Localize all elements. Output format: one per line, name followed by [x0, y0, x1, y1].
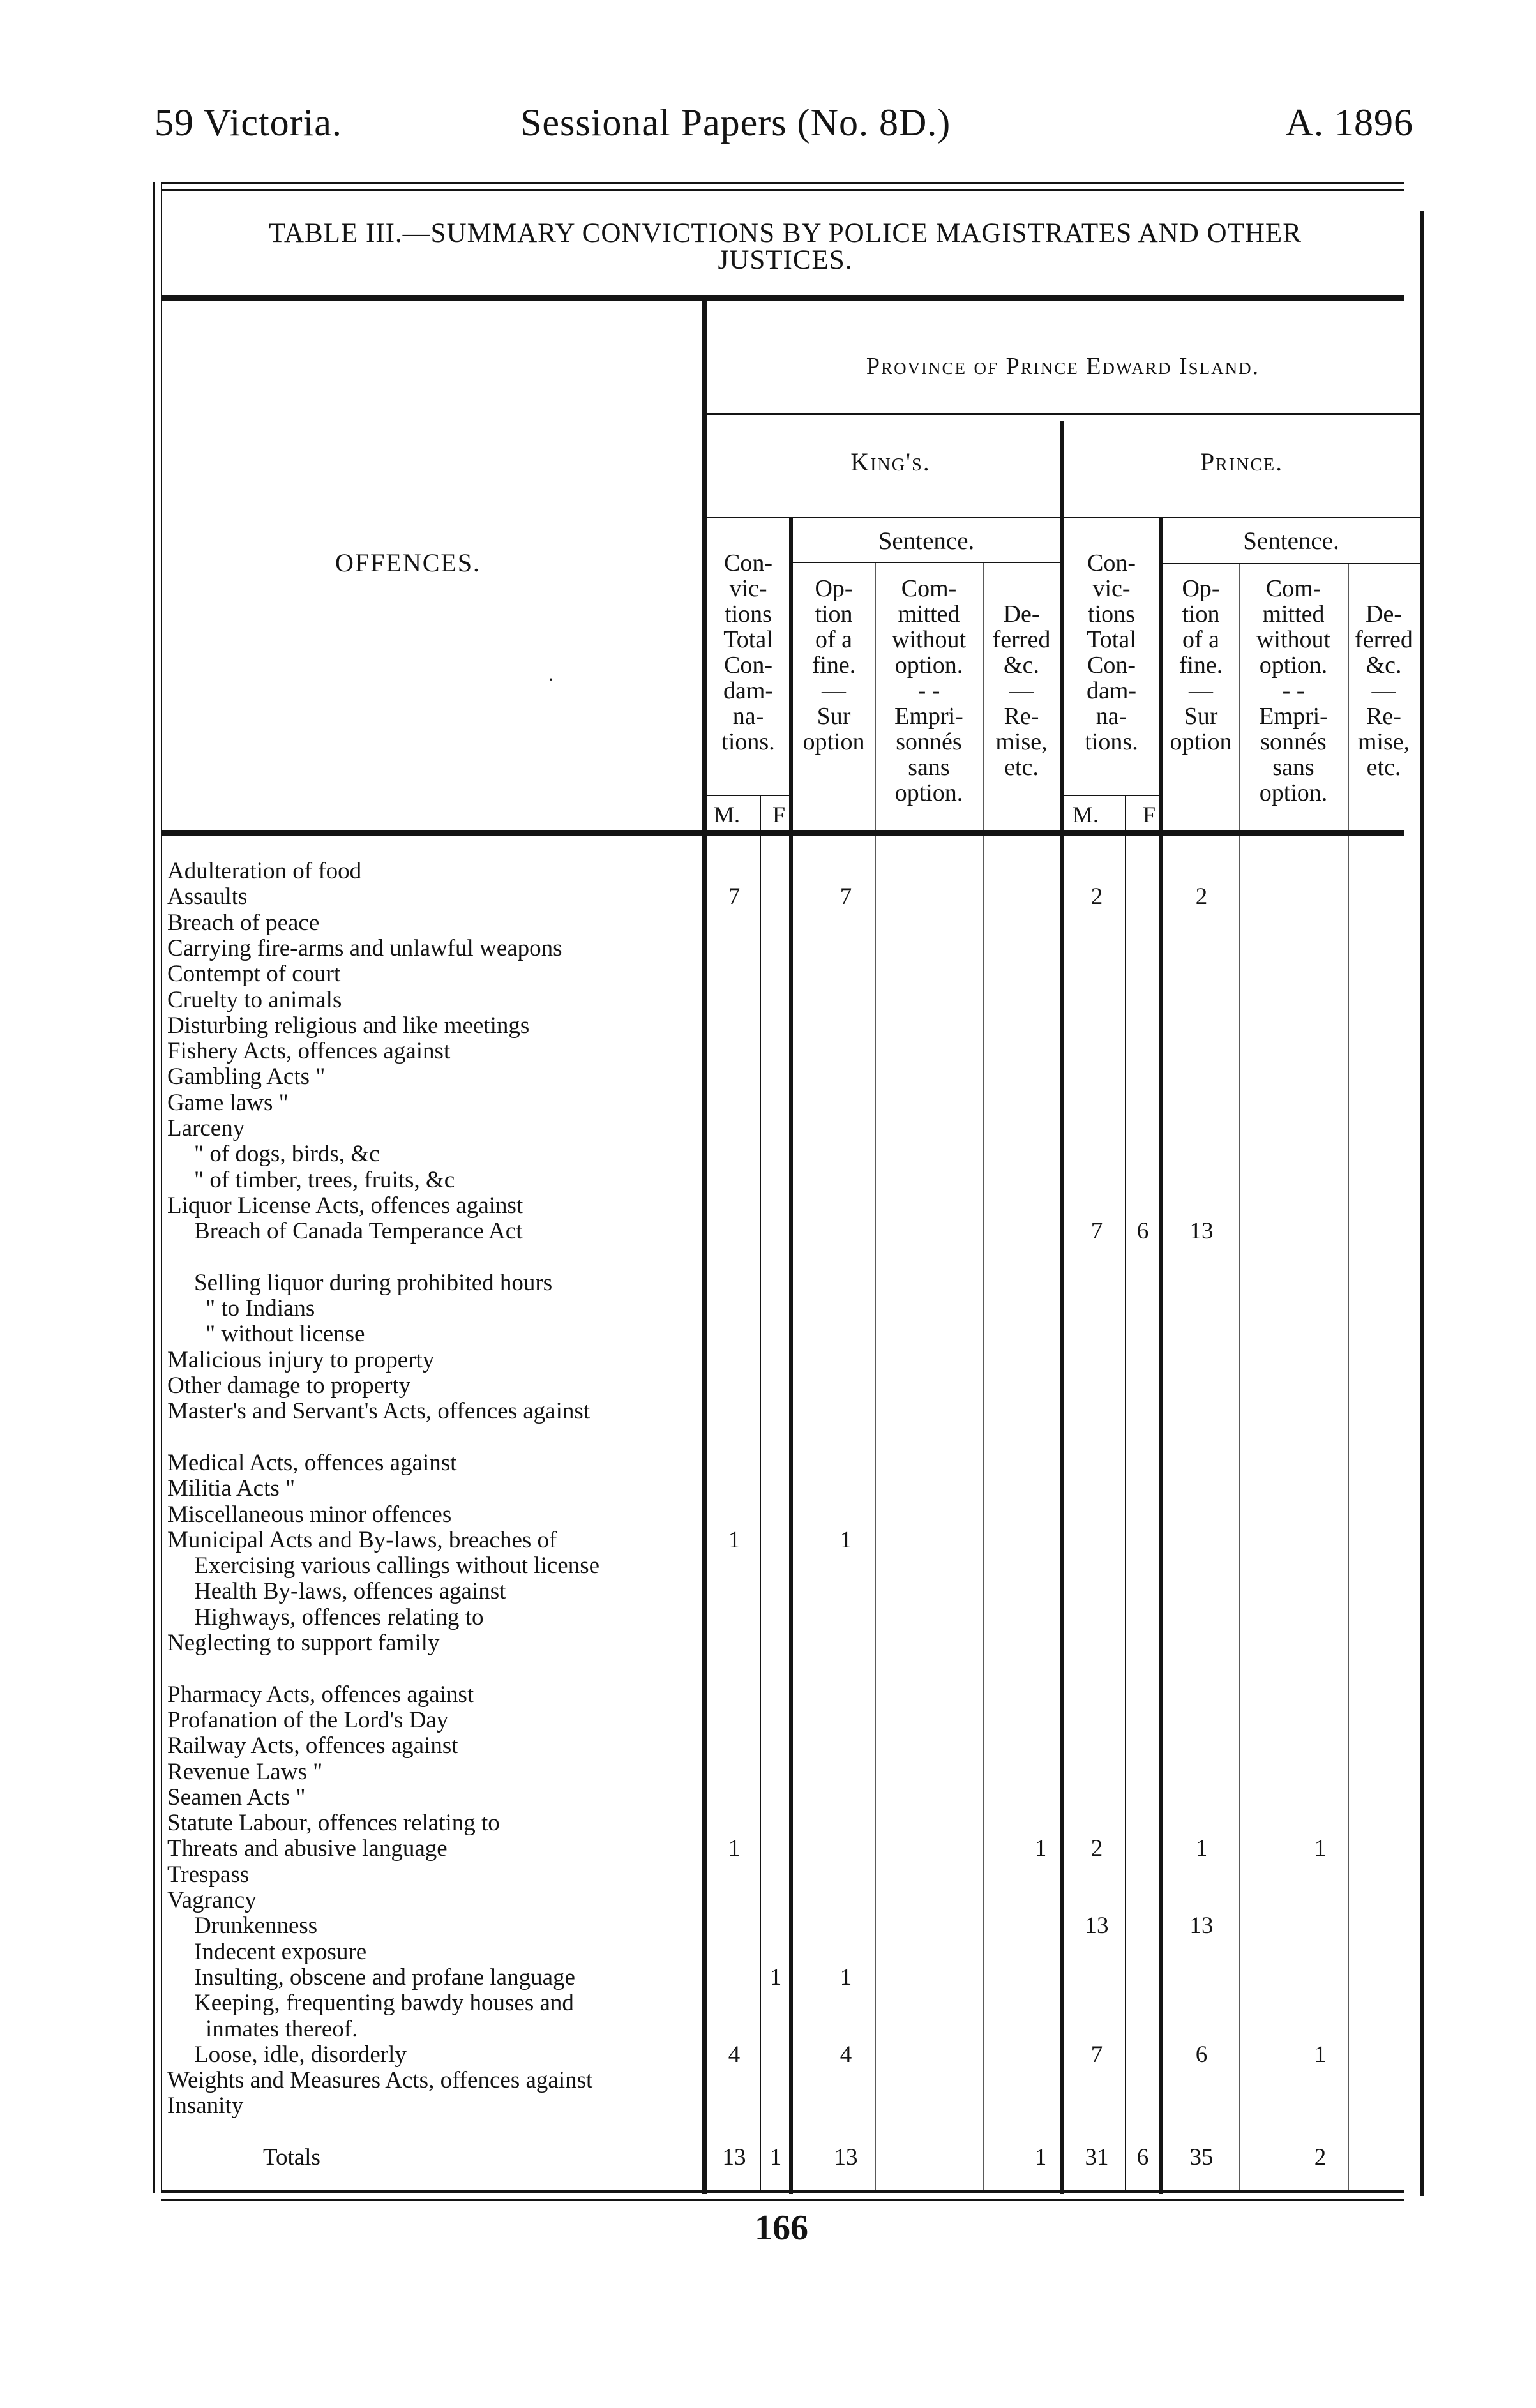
table-row: [167, 2145, 1444, 2171]
row-label: Statute Labour, offences relating to: [167, 1810, 500, 1837]
row-label: Miscellaneous minor offences: [167, 1501, 452, 1528]
header-word: —: [1009, 677, 1034, 704]
table-row: [167, 1579, 1444, 1604]
table-row: [167, 988, 1444, 1013]
table-row: [167, 1656, 1444, 1682]
header-word: —: [822, 677, 846, 704]
table-row: [167, 1810, 1444, 1836]
cell-value: 1: [840, 1526, 852, 1553]
header-word: mise,: [1357, 728, 1410, 755]
table-row: [167, 2093, 1444, 2119]
kings-sentence-rule: [793, 562, 1060, 563]
header-word: sonnés: [1260, 728, 1327, 755]
table-row: [167, 859, 1444, 884]
row-label: Health By-laws, offences against: [194, 1578, 506, 1605]
cell-value: 13: [1189, 1913, 1214, 1939]
table-row: [167, 1090, 1444, 1116]
cell-value: 7: [840, 884, 852, 910]
row-label: Insulting, obscene and profane language: [194, 1964, 575, 1990]
header-word: Com-: [1265, 575, 1321, 602]
header-left: 59 Victoria.: [154, 102, 342, 144]
cell-value: 1: [840, 1964, 852, 1990]
frame-left-inner-rule: [161, 182, 162, 2193]
cell-value: 13: [834, 2144, 858, 2171]
header-word: vic-: [729, 575, 767, 602]
header-word: tions.: [1085, 728, 1138, 755]
row-label: Other damage to property: [167, 1373, 411, 1399]
cell-value: 13: [1189, 1218, 1214, 1245]
header-word: sans: [1272, 754, 1314, 781]
cell-value: 6: [1136, 1218, 1149, 1245]
header-word: of a: [815, 626, 853, 653]
header-center: Sessional Papers (No. 8D.): [520, 102, 951, 144]
table-row: [167, 1502, 1444, 1528]
kings-option-header: [793, 576, 875, 755]
header-word: —: [1189, 677, 1213, 704]
cell-value: 2: [1090, 884, 1103, 910]
cell-value: 1: [728, 1835, 741, 1862]
header-word: mitted: [898, 601, 960, 628]
table-row: [167, 1399, 1444, 1424]
table-row: [167, 2017, 1444, 2042]
row-label: Contempt of court: [167, 961, 341, 988]
row-label: Profanation of the Lord's Day: [167, 1706, 449, 1733]
cell-value: 6: [1136, 2144, 1149, 2171]
frame-left-rule: [153, 182, 155, 2193]
row-label: Trespass: [167, 1861, 250, 1888]
kings-convictions-header: [707, 550, 789, 755]
row-label: Vagrancy: [167, 1887, 257, 1913]
table-row: [167, 1862, 1444, 1888]
row-label: Gambling Acts ": [167, 1064, 326, 1090]
header-word: na-: [732, 703, 764, 730]
row-label: Malicious injury to property: [167, 1346, 435, 1373]
row-label: Keeping, frequenting bawdy houses and: [194, 1990, 574, 2017]
header-word: Con-: [1087, 652, 1136, 679]
cell-value: 13: [1085, 1913, 1109, 1939]
cell-value: 35: [1189, 2144, 1214, 2171]
row-label: Militia Acts ": [167, 1475, 296, 1502]
cell-value: 4: [840, 2041, 852, 2068]
row-label: Game laws ": [167, 1089, 289, 1116]
header-word: Con-: [724, 652, 772, 679]
table-row: [167, 1193, 1444, 1219]
table-row: [167, 1039, 1444, 1064]
table-row: [167, 1013, 1444, 1039]
kings-male-label: M.: [714, 802, 741, 827]
row-label: Adulteration of food: [167, 858, 362, 884]
header-word: ferred: [1355, 626, 1413, 653]
header-word: Total: [723, 626, 773, 653]
table-title-line1: TABLE III.—SUMMARY CONVICTIONS BY POLICE MAGISTRATES AND OTHER: [269, 218, 1302, 248]
header-word: option: [1170, 728, 1232, 755]
table-row: [167, 1528, 1444, 1553]
header-word: Sur: [1184, 703, 1218, 730]
table-row: [167, 1373, 1444, 1399]
row-label: Carrying fire-arms and unlawful weapons: [167, 935, 562, 961]
header-word: option.: [894, 652, 963, 679]
table-row: [167, 1913, 1444, 1939]
cell-value: 13: [722, 2144, 746, 2171]
offences-heading: OFFENCES.: [335, 548, 481, 577]
page-number: 166: [755, 2208, 808, 2248]
header-word: option: [802, 728, 865, 755]
cell-value: 1: [728, 1526, 741, 1553]
prince-mf-rule: [1064, 795, 1159, 796]
row-label: Exercising various callings without license: [194, 1553, 600, 1579]
prince-female-label: F: [1143, 802, 1156, 827]
header-word: - -: [917, 677, 940, 704]
table-title-line2: JUSTICES.: [718, 245, 853, 275]
row-label: Disturbing religious and like meetings: [167, 1012, 530, 1039]
row-label: Medical Acts, offences against: [167, 1449, 457, 1476]
kings-female-label: F: [772, 802, 786, 827]
table-row: [167, 910, 1444, 936]
row-label: " without license: [206, 1321, 365, 1348]
header-word: sonnés: [896, 728, 962, 755]
header-word: tion: [1182, 601, 1220, 628]
row-label: Cruelty to animals: [167, 986, 342, 1013]
header-word: mise,: [995, 728, 1048, 755]
table-row: [167, 1116, 1444, 1141]
header-word: tions.: [721, 728, 775, 755]
table-row: [167, 1064, 1444, 1090]
cell-value: 6: [1195, 2041, 1208, 2068]
row-label: Weights and Measures Acts, offences against: [167, 2067, 593, 2094]
header-word: tions: [1088, 601, 1135, 628]
prince-male-label: M.: [1073, 802, 1099, 827]
prince-option-header: [1163, 576, 1239, 755]
region-rule: [707, 517, 1420, 518]
header-word: Re-: [1366, 703, 1401, 730]
cell-value: 7: [728, 884, 741, 910]
header-word: Op-: [815, 575, 853, 602]
table-row: [167, 1630, 1444, 1656]
header-word: option.: [1259, 652, 1328, 679]
row-label: Neglecting to support family: [167, 1630, 440, 1656]
row-label: Totals: [263, 2144, 320, 2171]
table-row: [167, 1785, 1444, 1810]
header-word: &c.: [1366, 652, 1402, 679]
table-row: [167, 1321, 1444, 1347]
table-row: [167, 1296, 1444, 1321]
cell-value: 7: [1090, 2041, 1103, 2068]
row-label: Breach of peace: [167, 909, 320, 936]
header-word: fine.: [811, 652, 856, 679]
table-row: [167, 884, 1444, 910]
cell-value: 31: [1085, 2144, 1109, 2171]
table-row: [167, 1990, 1444, 2016]
row-label: Revenue Laws ": [167, 1758, 323, 1785]
prince-sentence-heading: Sentence.: [1243, 527, 1339, 555]
cell-value: 1: [769, 1964, 782, 1990]
kings-mf-rule: [707, 795, 789, 796]
table-row: [167, 1733, 1444, 1759]
header-word: Con-: [724, 550, 772, 576]
cell-value: 1: [1314, 1835, 1327, 1862]
prince-committed-header: [1239, 576, 1348, 806]
row-label: Assaults: [167, 884, 248, 910]
table-row: [167, 1836, 1444, 1862]
header-word: without: [891, 626, 967, 653]
prince-sentence-rule: [1163, 563, 1420, 564]
header-word: mitted: [1262, 601, 1325, 628]
kings-sentence-heading: Sentence.: [878, 527, 975, 555]
header-bottom-rule: [161, 830, 1404, 836]
province-heading: Province of Prince Edward Island.: [866, 353, 1260, 380]
header-word: vic-: [1092, 575, 1131, 602]
cell-value: 4: [728, 2041, 741, 2068]
table-row: [167, 1708, 1444, 1733]
row-label: Threats and abusive language: [167, 1835, 448, 1862]
header-word: &c.: [1004, 652, 1039, 679]
header-word: etc.: [1366, 754, 1401, 781]
row-label: Larceny: [167, 1115, 245, 1141]
header-word: na-: [1096, 703, 1127, 730]
table-row: [167, 1476, 1444, 1501]
title-rule: [161, 295, 1404, 301]
row-label: inmates thereof.: [206, 2015, 358, 2042]
header-word: ferred: [992, 626, 1051, 653]
table-row: [167, 1759, 1444, 1785]
row-label: Breach of Canada Temperance Act: [194, 1218, 523, 1245]
offences-dot: ·: [548, 669, 554, 690]
table-row: [167, 1939, 1444, 1965]
header-word: sans: [908, 754, 950, 781]
table-row: [167, 1888, 1444, 1913]
table-row: [167, 1553, 1444, 1579]
row-label: Liquor License Acts, offences against: [167, 1192, 523, 1219]
header-word: fine.: [1178, 652, 1223, 679]
header-word: Con-: [1087, 550, 1136, 576]
table-row: [167, 1141, 1444, 1167]
table-row: [167, 1168, 1444, 1193]
province-rule: [707, 413, 1420, 415]
header-right: A. 1896: [1285, 102, 1413, 144]
table-row: [167, 1219, 1444, 1244]
row-label: Drunkenness: [194, 1913, 318, 1939]
header-word: De-: [1366, 601, 1402, 628]
row-label: Fishery Acts, offences against: [167, 1038, 451, 1065]
header-word: tion: [815, 601, 853, 628]
header-word: of a: [1182, 626, 1220, 653]
row-label: Pharmacy Acts, offences against: [167, 1681, 474, 1708]
header-word: Sur: [817, 703, 851, 730]
prince-deferred-header: [1348, 601, 1420, 780]
table-row: [167, 2068, 1444, 2093]
header-word: Empri-: [1259, 703, 1328, 730]
table-row: [167, 1245, 1444, 1270]
header-word: dam-: [1086, 677, 1137, 704]
row-label: " of dogs, birds, &c: [194, 1141, 380, 1168]
header-word: —: [1371, 677, 1396, 704]
cell-value: 7: [1090, 1218, 1103, 1245]
bottom-double-rule: [161, 2190, 1404, 2201]
row-label: Insanity: [167, 2093, 244, 2119]
row-label: " to Indians: [206, 1295, 315, 1322]
prince-heading: Prince.: [1200, 448, 1284, 476]
cell-value: 1: [1195, 1835, 1208, 1862]
table-row: [167, 961, 1444, 987]
header-word: Op-: [1182, 575, 1220, 602]
table-row: [167, 1270, 1444, 1296]
cell-value: 2: [1314, 2144, 1327, 2171]
header-word: without: [1256, 626, 1331, 653]
header-word: tions: [725, 601, 772, 628]
table-row: [167, 1965, 1444, 1990]
table-row: [167, 1425, 1444, 1450]
header-word: Empri-: [894, 703, 963, 730]
row-label: Master's and Servant's Acts, offences against: [167, 1398, 591, 1425]
row-label: Highways, offences relating to: [194, 1604, 484, 1630]
row-label: " of timber, trees, fruits, &c: [194, 1166, 455, 1193]
table-row: [167, 1605, 1444, 1630]
table-row: [167, 936, 1444, 961]
row-label: Railway Acts, offences against: [167, 1733, 458, 1759]
table-row: [167, 1348, 1444, 1373]
header-word: option.: [1259, 779, 1328, 806]
table-title: [185, 220, 1385, 274]
cell-value: 1: [769, 2144, 782, 2171]
row-label: Seamen Acts ": [167, 1784, 306, 1810]
kings-deferred-header: [983, 601, 1060, 780]
table-row: [167, 2119, 1444, 2145]
header-word: Total: [1087, 626, 1136, 653]
prince-convictions-header: [1064, 550, 1159, 755]
table-row: [167, 1450, 1444, 1476]
header-word: option.: [894, 779, 963, 806]
cell-value: 2: [1090, 1835, 1103, 1862]
header-word: Com-: [901, 575, 957, 602]
kings-heading: King's.: [850, 448, 931, 476]
header-word: - -: [1282, 677, 1305, 704]
row-label: Municipal Acts and By-laws, breaches of: [167, 1526, 557, 1553]
top-double-rule: [161, 182, 1404, 191]
cell-value: 1: [1034, 2144, 1047, 2171]
kings-committed-header: [875, 576, 983, 806]
header-word: De-: [1003, 601, 1040, 628]
table-row: [167, 1682, 1444, 1708]
cell-value: 1: [1034, 1835, 1047, 1862]
header-word: dam-: [723, 677, 774, 704]
table-row: [167, 2042, 1444, 2068]
header-word: Re-: [1004, 703, 1039, 730]
row-label: Indecent exposure: [194, 1938, 367, 1965]
cell-value: 2: [1195, 884, 1208, 910]
row-label: Loose, idle, disorderly: [194, 2041, 407, 2068]
cell-value: 1: [1314, 2041, 1327, 2068]
row-label: Selling liquor during prohibited hours: [194, 1269, 553, 1296]
header-word: etc.: [1004, 754, 1039, 781]
